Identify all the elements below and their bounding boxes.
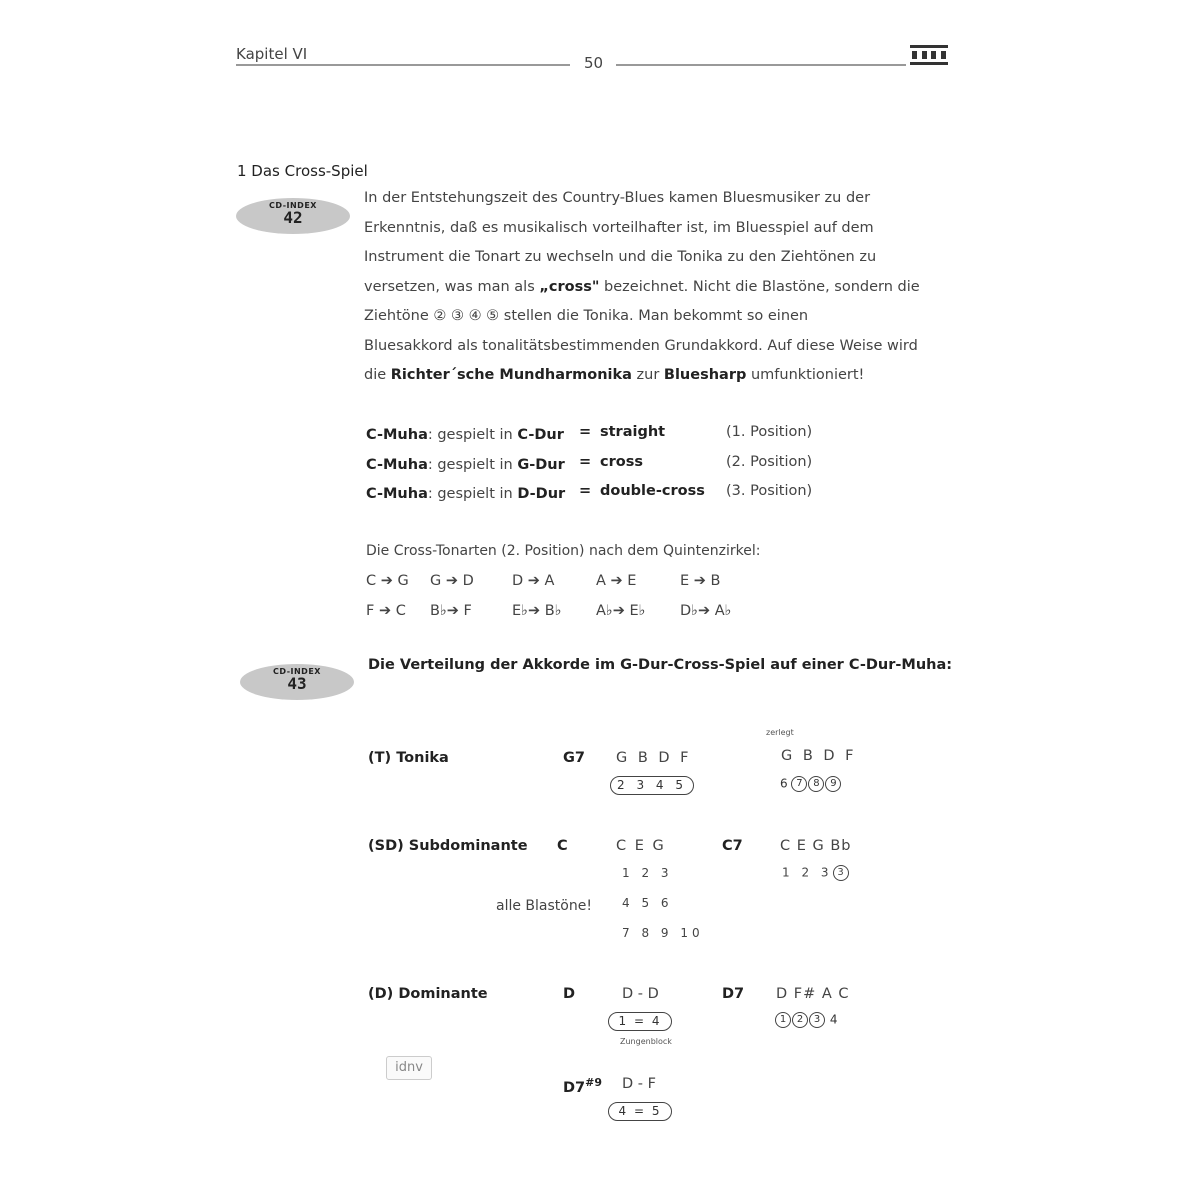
cd-index-badge-42 [236, 198, 350, 234]
d7s9-holes: 4 = 5 [608, 1102, 672, 1121]
subdominante-label: (SD) Subdominante [368, 838, 528, 854]
cross-key: A ➔ E [596, 573, 637, 589]
cross-key: E♭➔ B♭ [512, 603, 562, 619]
zungenblock-note: Zungenblock [620, 1037, 672, 1046]
page-number: 50 [584, 54, 604, 72]
chords-heading: Die Verteilung der Akkorde im G-Dur-Cross-Spiel auf einer C-Dur-Muha: [368, 657, 953, 673]
position-eq: = [579, 454, 592, 470]
cross-key: F ➔ C [366, 603, 406, 619]
zerlegt-note: zerlegt [766, 728, 794, 737]
cd-index-number: 43 [287, 674, 307, 693]
cross-key: B♭➔ F [430, 603, 472, 619]
subdominante-notes-2: C E G Bb [780, 838, 852, 854]
dominante-notes: D - D [622, 986, 659, 1002]
intro-line: Erkenntnis, daß es musikalisch vorteilhafter ist, im Bluesspiel auf dem [364, 219, 874, 236]
cross-key: D♭➔ A♭ [680, 603, 732, 619]
tonika-holes-2: 6 7 8 9 [780, 776, 842, 792]
position-number: (2. Position) [726, 454, 813, 470]
subdominante-chord-2: C7 [722, 838, 743, 854]
position-mode: straight [600, 424, 666, 440]
position-mode: cross [600, 454, 643, 470]
d7s9-chord: D7$^{\#9}$ [563, 1076, 603, 1096]
d7s9-notes: D - F [622, 1076, 656, 1092]
subdominante-holes-row: 1 2 3 [622, 866, 673, 880]
intro-line: Ziehtöne ② ③ ④ ⑤ stellen die Tonika. Man bekommt so einen [364, 308, 809, 324]
blastoene-note: alle Blastöne! [496, 898, 592, 914]
intro-line: Instrument die Tonart zu wechseln und die Tonika zu den Ziehtönen zu [364, 249, 877, 265]
subdominante-holes-row: 7 8 9 10 [622, 926, 704, 940]
cross-key: E ➔ B [680, 573, 721, 589]
intro-line: versetzen, was man als „cross" bezeichnet. Nicht die Blastöne, sondern die [364, 278, 920, 295]
cd-index-label: CD-INDEX [269, 201, 317, 210]
position-number: (1. Position) [726, 424, 813, 440]
tonika-holes: 2 3 4 5 [610, 776, 694, 795]
dominante-chord-2: D7 [722, 986, 745, 1002]
dominante-chord: D [563, 986, 576, 1002]
dominante-label: (D) Dominante [368, 986, 488, 1002]
dominante-holes: 1 = 4 [608, 1012, 672, 1031]
watermark: idnv [386, 1056, 432, 1080]
cross-key: D ➔ A [512, 573, 555, 589]
tonika-label: (T) Tonika [368, 750, 449, 766]
position-number: (3. Position) [726, 483, 813, 499]
position-row: C-Muha: gespielt in C-Dur [366, 427, 564, 443]
intro-paragraph [364, 184, 964, 391]
cd-index-badge-43 [240, 664, 354, 700]
dominante-holes-2: 1 2 3 4 [775, 1012, 837, 1028]
cd-index-number: 42 [283, 208, 303, 227]
position-row: C-Muha: gespielt in G-Dur [366, 457, 565, 473]
intro-line: die Richter´sche Mundharmonika zur Bluesharp umfunktioniert! [364, 367, 865, 383]
publisher-logo [910, 45, 948, 65]
header-rule-right [616, 64, 906, 66]
position-mode: double-cross [600, 483, 705, 499]
position-row: C-Muha: gespielt in D-Dur [366, 486, 566, 502]
cross-keys-heading: Die Cross-Tonarten (2. Position) nach dem Quintenzirkel: [366, 543, 761, 559]
dominante-notes-2: D F# A C [776, 986, 850, 1002]
cross-key: A♭➔ E♭ [596, 603, 646, 619]
subdominante-notes: C E G [616, 838, 666, 854]
intro-line: In der Entstehungszeit des Country-Blues kamen Bluesmusiker zu der [364, 190, 871, 206]
position-eq: = [579, 424, 592, 440]
section-title: 1 Das Cross-Spiel [237, 162, 368, 180]
cross-key: C ➔ G [366, 573, 409, 589]
chapter-label: Kapitel VI [236, 45, 308, 63]
subdominante-chord: C [557, 838, 568, 854]
tonika-notes-2: G B D F [781, 748, 857, 764]
cd-index-label: CD-INDEX [273, 667, 321, 676]
tonika-chord: G7 [563, 750, 585, 766]
tonika-notes: G B D F [616, 750, 692, 766]
intro-line: Bluesakkord als tonalitätsbestimmenden Grundakkord. Auf diese Weise wird [364, 337, 918, 354]
position-eq: = [579, 483, 592, 499]
subdominante-holes-row: 4 5 6 [622, 896, 673, 910]
cross-key: G ➔ D [430, 573, 474, 589]
header-rule-left [236, 64, 570, 66]
subdominante-holes-2: 1 2 3 3 [782, 865, 850, 881]
